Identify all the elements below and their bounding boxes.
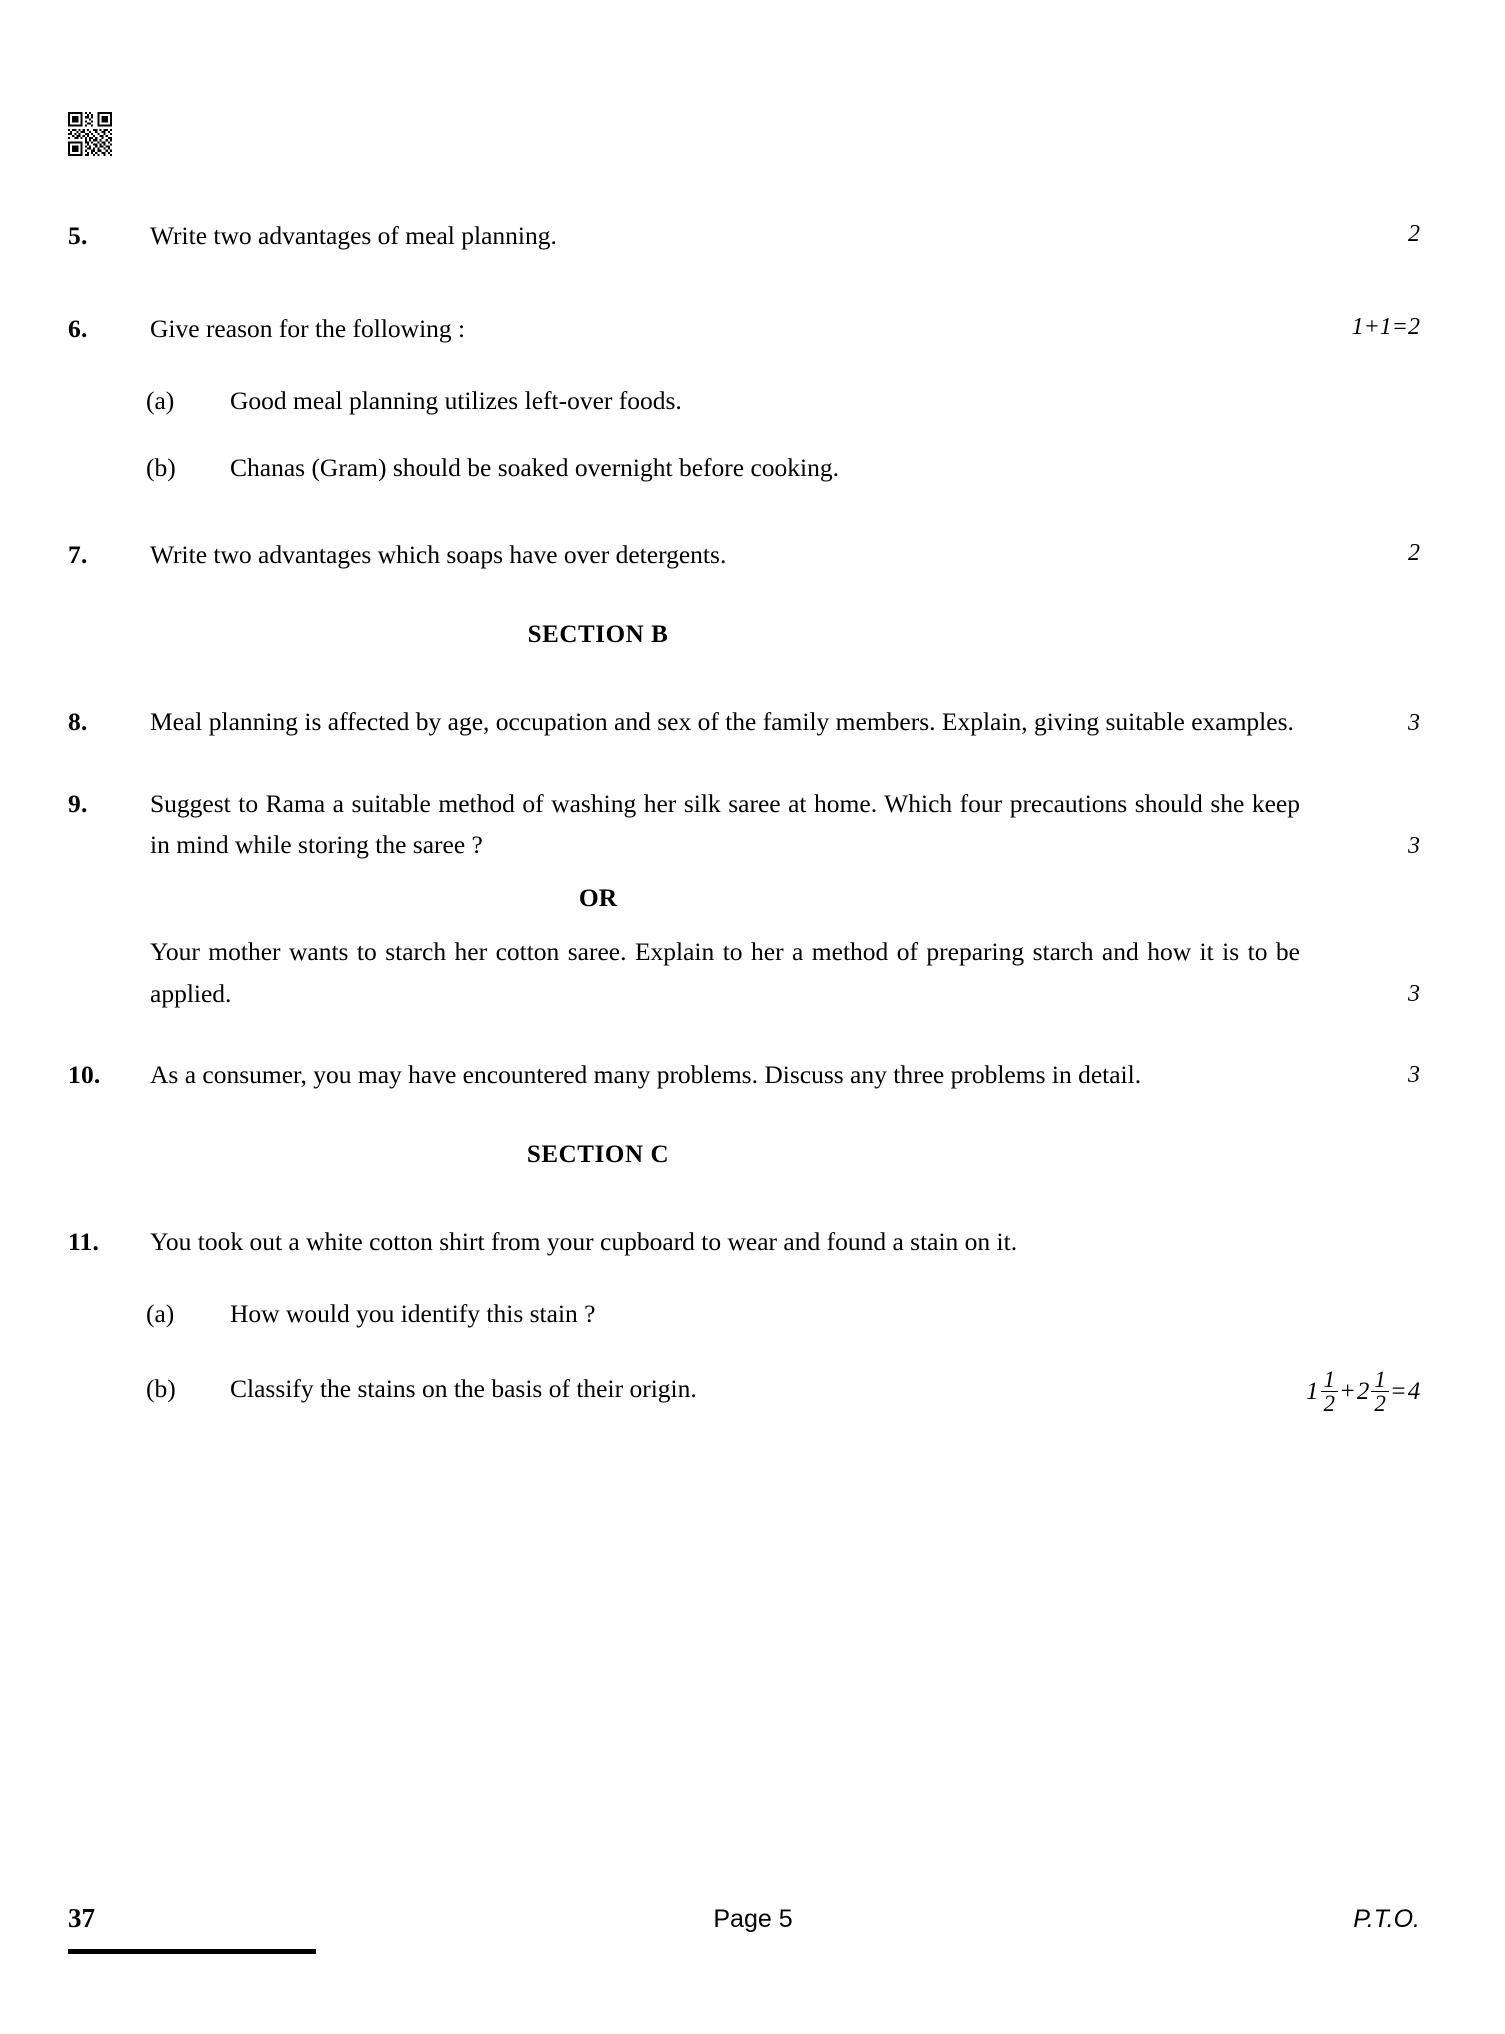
spacer — [68, 649, 1438, 701]
second-numerator: 1 — [1374, 1366, 1386, 1392]
spacer — [68, 865, 1438, 883]
spacer — [68, 575, 1438, 621]
question-11-subpart-a — [68, 1293, 1438, 1334]
first-numerator: 1 — [1323, 1366, 1335, 1392]
question-6-subpart-a — [68, 380, 1438, 421]
subpart-text: How would you identify this stain ? — [230, 1298, 596, 1328]
section-c-heading: SECTION C — [526, 1141, 670, 1169]
question-9 — [68, 783, 1438, 866]
question-marks: 2 — [1408, 540, 1420, 567]
spacer — [68, 743, 1438, 783]
question-6 — [68, 308, 1438, 349]
page-footer — [68, 1905, 1438, 1965]
question-number: 11. — [68, 1227, 100, 1257]
alternative-text: Your mother wants to starch her cotton saree. Explain to her a method of preparing starch and how it is to be applied. — [150, 937, 1300, 1008]
question-11 — [68, 1221, 1438, 1262]
question-text: Write two advantages which soaps have over detergents. — [150, 540, 727, 570]
question-text: Write two advantages of meal planning. — [150, 221, 557, 250]
plus-operator: + — [1339, 1378, 1356, 1406]
subpart-text: Classify the stains on the basis of their origin. — [230, 1373, 697, 1403]
subpart-text: Good meal planning utilizes left-over foods. — [230, 385, 682, 415]
question-marks: 3 — [1408, 832, 1420, 859]
first-denominator: 2 — [1321, 1391, 1339, 1415]
question-text: Meal planning is affected by age, occupation and sex of the family members. Explain, giving suitable examples. — [150, 707, 1294, 737]
spacer — [68, 350, 1438, 380]
spacer — [68, 256, 1438, 308]
first-vulgar-fraction — [1321, 1368, 1339, 1416]
footer-divider — [68, 1949, 316, 1954]
subpart-label: (a) — [146, 1298, 175, 1328]
second-whole: 2 — [1356, 1378, 1370, 1406]
qr-code-icon — [68, 112, 112, 156]
or-divider-label: OR — [578, 883, 618, 913]
fraction-total: 4 — [1407, 1378, 1421, 1406]
first-whole: 1 — [1306, 1378, 1319, 1406]
subpart-text: Chanas (Gram) should be soaked overnight before cooking. — [230, 452, 839, 482]
spacer — [68, 1014, 1438, 1054]
second-mixed-number — [1357, 1368, 1389, 1416]
alternative-marks: 3 — [1408, 981, 1420, 1008]
spacer — [68, 1095, 1438, 1141]
question-10 — [68, 1054, 1438, 1095]
second-vulgar-fraction — [1371, 1368, 1389, 1416]
first-mixed-number — [1306, 1368, 1338, 1416]
question-7 — [68, 534, 1438, 575]
subpart-label: (a) — [146, 385, 175, 415]
questions-container — [68, 215, 1438, 1416]
question-text: You took out a white cotton shirt from your cupboard to wear and found a stain on it. — [150, 1227, 1018, 1257]
question-8 — [68, 701, 1438, 742]
question-marks: 1+1=2 — [1351, 314, 1420, 341]
question-number: 10. — [68, 1059, 101, 1089]
spacer — [68, 1334, 1438, 1368]
question-text: Give reason for the following : — [150, 314, 466, 344]
spacer — [68, 1263, 1438, 1293]
equals-operator: = — [1389, 1378, 1407, 1406]
question-6-subpart-b — [68, 447, 1438, 488]
subpart-marks-fraction — [1306, 1368, 1438, 1416]
fraction-marks-expression — [1306, 1368, 1420, 1416]
question-number: 5. — [68, 221, 88, 250]
question-5 — [68, 215, 1438, 256]
section-b-heading: SECTION B — [527, 621, 669, 649]
spacer — [68, 1169, 1438, 1221]
question-number: 8. — [68, 707, 88, 737]
question-marks: 3 — [1408, 1062, 1420, 1089]
question-number: 7. — [68, 540, 88, 570]
question-text: As a consumer, you may have encountered many problems. Discuss any three problems in detail. — [150, 1059, 1142, 1089]
subpart-label: (b) — [146, 1373, 176, 1403]
paper-code: 37 — [68, 1903, 95, 1933]
question-text: Suggest to Rama a suitable method of washing her silk saree at home. Which four precautions should she keep in mind while storing the saree ? — [150, 788, 1300, 860]
page-number: Page 5 — [713, 1905, 793, 1933]
turn-over-note: P.T.O. — [1353, 1905, 1420, 1933]
question-number: 9. — [68, 788, 88, 818]
second-denominator: 2 — [1371, 1391, 1389, 1415]
question-number: 6. — [68, 314, 88, 344]
question-marks: 2 — [1408, 221, 1420, 247]
subpart-label: (b) — [146, 452, 176, 482]
spacer — [68, 488, 1438, 534]
question-11-subpart-b — [68, 1368, 1438, 1416]
question-9-alternative — [68, 931, 1438, 1014]
spacer — [68, 421, 1438, 447]
spacer — [68, 913, 1438, 931]
question-marks: 3 — [1408, 709, 1420, 736]
